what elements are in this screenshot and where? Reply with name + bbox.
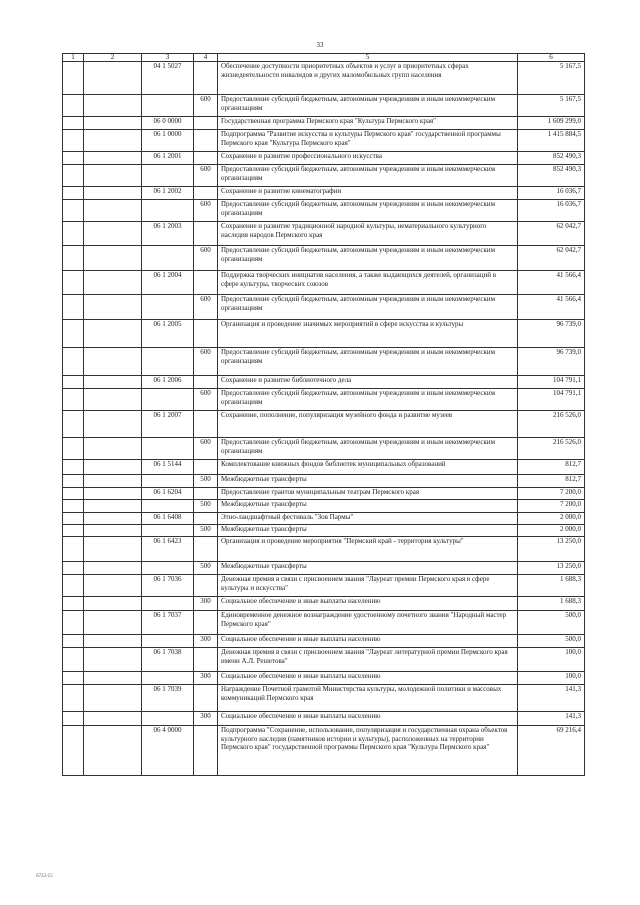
- cell-type: [194, 611, 218, 635]
- cell-type: [194, 575, 218, 597]
- table-row: [63, 575, 585, 597]
- column-header: 3: [142, 54, 194, 62]
- cell-code: 04 1 5027: [142, 62, 194, 95]
- cell-type: [194, 376, 218, 389]
- cell-col-1: [63, 513, 84, 525]
- cell-col-1: [63, 152, 84, 165]
- cell-name: Предоставление субсидий бюджетным, автономным учреждениям и иным некоммерческим организациям: [218, 389, 518, 411]
- cell-col-1: [63, 460, 84, 475]
- cell-name: Межбюджетные трансферты: [218, 525, 518, 537]
- cell-code: [142, 475, 194, 488]
- cell-type: 500: [194, 562, 218, 575]
- cell-code: [142, 672, 194, 685]
- cell-name: Социальное обеспечение и иные выплаты населению: [218, 672, 518, 685]
- cell-name: Предоставление субсидий бюджетным, автономным учреждениям и иным некоммерческим организациям: [218, 165, 518, 187]
- cell-col-2: [84, 513, 142, 525]
- cell-name: Предоставление субсидий бюджетным, автономным учреждениям и иным некоммерческим организациям: [218, 246, 518, 271]
- page-number: 33: [316, 41, 324, 49]
- cell-type: 600: [194, 295, 218, 320]
- cell-code: 06 1 6204: [142, 488, 194, 500]
- cell-col-2: [84, 475, 142, 488]
- table-row: [63, 460, 585, 475]
- cell-name: Сохранение, пополнение, популяризация музейного фонда и развитие музеев: [218, 411, 518, 438]
- cell-col-2: [84, 712, 142, 726]
- cell-col-2: [84, 611, 142, 635]
- cell-name: Подпрограмма "Развитие искусства и культуры Пермского края" государственной программы Пермского края "Культура Пермского края": [218, 130, 518, 152]
- cell-amount: 104 791,1: [518, 376, 585, 389]
- cell-amount: 62 042,7: [518, 222, 585, 246]
- cell-name: Сохранение и развитие профессионального искусства: [218, 152, 518, 165]
- cell-col-1: [63, 62, 84, 95]
- cell-code: [142, 712, 194, 726]
- cell-col-2: [84, 460, 142, 475]
- cell-type: 300: [194, 712, 218, 726]
- cell-amount: 1 415 884,5: [518, 130, 585, 152]
- cell-type: [194, 152, 218, 165]
- cell-col-1: [63, 411, 84, 438]
- cell-col-1: [63, 597, 84, 611]
- cell-name: Подпрограмма "Сохранение, использование, популяризация и государственная охрана объектов культурного наследия (памятников истории и культуры), расположенных на территории Пермского края" государственной программы Пермского края "Культура Пермского края": [218, 726, 518, 776]
- cell-name: Предоставление субсидий бюджетным, автономным учреждениям и иным некоммерческим организациям: [218, 295, 518, 320]
- cell-code: 06 1 2004: [142, 271, 194, 295]
- table-row: [63, 117, 585, 130]
- cell-amount: 96 739,0: [518, 320, 585, 348]
- cell-amount: 13 250,0: [518, 537, 585, 562]
- cell-col-1: [63, 475, 84, 488]
- cell-type: 600: [194, 246, 218, 271]
- cell-col-1: [63, 488, 84, 500]
- cell-amount: 500,0: [518, 635, 585, 648]
- cell-amount: 7 200,0: [518, 488, 585, 500]
- cell-code: [142, 635, 194, 648]
- cell-name: Этно-ландшафтный фестиваль "Зов Пармы": [218, 513, 518, 525]
- cell-name: Предоставление субсидий бюджетным, автономным учреждениям и иным некоммерческим организациям: [218, 95, 518, 117]
- table-header-row: [63, 54, 585, 62]
- cell-col-2: [84, 500, 142, 513]
- cell-col-1: [63, 648, 84, 672]
- cell-col-2: [84, 320, 142, 348]
- cell-type: 500: [194, 500, 218, 513]
- cell-code: 06 0 0000: [142, 117, 194, 130]
- cell-col-2: [84, 685, 142, 712]
- cell-amount: 500,0: [518, 611, 585, 635]
- cell-amount: 852 490,3: [518, 165, 585, 187]
- cell-col-1: [63, 246, 84, 271]
- table-row: [63, 712, 585, 726]
- cell-amount: 852 490,3: [518, 152, 585, 165]
- cell-col-2: [84, 635, 142, 648]
- cell-type: 300: [194, 597, 218, 611]
- cell-name: Межбюджетные трансферты: [218, 475, 518, 488]
- cell-col-2: [84, 438, 142, 460]
- column-header: 6: [518, 54, 585, 62]
- cell-type: [194, 222, 218, 246]
- cell-type: [194, 685, 218, 712]
- cell-type: [194, 537, 218, 562]
- cell-type: [194, 513, 218, 525]
- table-row: [63, 376, 585, 389]
- cell-col-1: [63, 130, 84, 152]
- table-row: [63, 513, 585, 525]
- cell-col-2: [84, 348, 142, 376]
- cell-col-1: [63, 295, 84, 320]
- cell-type: 500: [194, 525, 218, 537]
- budget-table: [62, 53, 585, 776]
- cell-type: [194, 271, 218, 295]
- cell-type: [194, 648, 218, 672]
- cell-type: [194, 460, 218, 475]
- cell-col-2: [84, 562, 142, 575]
- cell-col-2: [84, 575, 142, 597]
- cell-amount: 16 036,7: [518, 200, 585, 222]
- cell-col-1: [63, 389, 84, 411]
- table-row: [63, 187, 585, 200]
- cell-code: 06 1 5144: [142, 460, 194, 475]
- cell-name: Социальное обеспечение и иные выплаты населению: [218, 597, 518, 611]
- cell-code: 06 1 2001: [142, 152, 194, 165]
- cell-code: [142, 389, 194, 411]
- table-body: [63, 62, 585, 776]
- cell-code: [142, 562, 194, 575]
- cell-code: [142, 525, 194, 537]
- table-row: [63, 320, 585, 348]
- column-header: 2: [84, 54, 142, 62]
- table-row: [63, 500, 585, 513]
- table-row: [63, 165, 585, 187]
- cell-col-2: [84, 672, 142, 685]
- cell-amount: 141,3: [518, 712, 585, 726]
- cell-col-1: [63, 320, 84, 348]
- cell-amount: 41 566,4: [518, 295, 585, 320]
- cell-code: [142, 438, 194, 460]
- cell-col-1: [63, 271, 84, 295]
- cell-col-1: [63, 376, 84, 389]
- cell-col-2: [84, 537, 142, 562]
- cell-col-1: [63, 348, 84, 376]
- table-row: [63, 525, 585, 537]
- cell-type: 600: [194, 95, 218, 117]
- cell-name: Социальное обеспечение и иные выплаты населению: [218, 712, 518, 726]
- cell-name: Награждение Почетной грамотой Министерства культуры, молодежной политики и массовых коммуникаций Пермского края: [218, 685, 518, 712]
- footer-code: 6722-15: [36, 874, 53, 879]
- table-row: [63, 685, 585, 712]
- table-row: [63, 222, 585, 246]
- cell-type: [194, 488, 218, 500]
- cell-name: Сохранение и развитие кинематографии: [218, 187, 518, 200]
- cell-amount: 2 000,0: [518, 525, 585, 537]
- cell-amount: 141,3: [518, 685, 585, 712]
- cell-amount: 1 609 299,0: [518, 117, 585, 130]
- cell-col-2: [84, 726, 142, 776]
- column-header: 5: [218, 54, 518, 62]
- cell-col-1: [63, 500, 84, 513]
- cell-type: 600: [194, 438, 218, 460]
- cell-col-2: [84, 130, 142, 152]
- cell-col-1: [63, 438, 84, 460]
- cell-name: Межбюджетные трансферты: [218, 500, 518, 513]
- cell-col-2: [84, 488, 142, 500]
- cell-type: [194, 726, 218, 776]
- cell-type: 500: [194, 475, 218, 488]
- cell-name: Единовременное денежное вознаграждение удостоенному почетного звания "Народный мастер Пермского края": [218, 611, 518, 635]
- cell-col-1: [63, 685, 84, 712]
- table-row: [63, 389, 585, 411]
- cell-code: [142, 597, 194, 611]
- cell-col-1: [63, 726, 84, 776]
- table-row: [63, 672, 585, 685]
- cell-col-1: [63, 222, 84, 246]
- table-row: [63, 475, 585, 488]
- cell-code: 06 1 2006: [142, 376, 194, 389]
- cell-col-2: [84, 222, 142, 246]
- cell-col-1: [63, 635, 84, 648]
- cell-name: Предоставление субсидий бюджетным, автономным учреждениям и иным некоммерческим организациям: [218, 200, 518, 222]
- cell-code: [142, 200, 194, 222]
- cell-type: [194, 117, 218, 130]
- cell-col-2: [84, 117, 142, 130]
- cell-col-1: [63, 672, 84, 685]
- cell-type: 300: [194, 672, 218, 685]
- cell-col-2: [84, 200, 142, 222]
- cell-type: [194, 62, 218, 95]
- cell-code: [142, 348, 194, 376]
- cell-col-2: [84, 62, 142, 95]
- table-row: [63, 488, 585, 500]
- cell-code: 06 1 0000: [142, 130, 194, 152]
- cell-col-1: [63, 165, 84, 187]
- table-row: [63, 348, 585, 376]
- cell-col-2: [84, 648, 142, 672]
- table-row: [63, 411, 585, 438]
- cell-col-2: [84, 152, 142, 165]
- cell-code: 06 1 7039: [142, 685, 194, 712]
- table-row: [63, 152, 585, 165]
- cell-col-1: [63, 525, 84, 537]
- table-row: [63, 537, 585, 562]
- table-row: [63, 562, 585, 575]
- cell-code: [142, 246, 194, 271]
- cell-code: 06 1 7036: [142, 575, 194, 597]
- cell-type: [194, 187, 218, 200]
- cell-code: [142, 95, 194, 117]
- cell-amount: 812,7: [518, 460, 585, 475]
- cell-name: Организация и проведение значимых мероприятий в сфере искусства и культуры: [218, 320, 518, 348]
- cell-col-2: [84, 271, 142, 295]
- cell-col-2: [84, 411, 142, 438]
- cell-col-2: [84, 295, 142, 320]
- cell-name: Сохранение и развитие традиционной народной культуры, нематериального культурного наследия народов Пермского края: [218, 222, 518, 246]
- cell-code: 06 4 0000: [142, 726, 194, 776]
- cell-name: Комплектование книжных фондов библиотек муниципальных образований: [218, 460, 518, 475]
- cell-amount: 100,0: [518, 672, 585, 685]
- cell-type: 600: [194, 348, 218, 376]
- table-row: [63, 130, 585, 152]
- cell-amount: 216 526,0: [518, 411, 585, 438]
- table-row: [63, 648, 585, 672]
- cell-amount: 1 688,3: [518, 575, 585, 597]
- cell-amount: 104 791,1: [518, 389, 585, 411]
- cell-name: Денежная премия в связи с присвоением звания "Лауреат премии Пермского края в сфере культуры и искусства": [218, 575, 518, 597]
- cell-col-1: [63, 611, 84, 635]
- table-row: [63, 246, 585, 271]
- table-row: [63, 295, 585, 320]
- cell-amount: 5 167,5: [518, 95, 585, 117]
- cell-type: [194, 320, 218, 348]
- cell-col-1: [63, 187, 84, 200]
- cell-amount: 62 042,7: [518, 246, 585, 271]
- table-row: [63, 62, 585, 95]
- cell-col-1: [63, 537, 84, 562]
- cell-col-2: [84, 376, 142, 389]
- cell-code: 06 1 2002: [142, 187, 194, 200]
- cell-name: Межбюджетные трансферты: [218, 562, 518, 575]
- cell-amount: 100,0: [518, 648, 585, 672]
- cell-amount: 16 036,7: [518, 187, 585, 200]
- cell-amount: 2 000,0: [518, 513, 585, 525]
- cell-col-2: [84, 597, 142, 611]
- column-header: 1: [63, 54, 84, 62]
- cell-name: Организация и проведение мероприятия "Пермский край - территория культуры": [218, 537, 518, 562]
- table-row: [63, 271, 585, 295]
- cell-name: Предоставление субсидий бюджетным, автономным учреждениям и иным некоммерческим организациям: [218, 438, 518, 460]
- cell-type: 600: [194, 389, 218, 411]
- cell-amount: 216 526,0: [518, 438, 585, 460]
- cell-amount: 1 688,3: [518, 597, 585, 611]
- cell-name: Поддержка творческих инициатив населения, а также выдающихся деятелей, организаций в сфере культуры, творческих союзов: [218, 271, 518, 295]
- cell-col-1: [63, 575, 84, 597]
- cell-col-1: [63, 712, 84, 726]
- table-row: [63, 438, 585, 460]
- cell-col-2: [84, 246, 142, 271]
- cell-name: Государственная программа Пермского края "Культура Пермского края": [218, 117, 518, 130]
- cell-type: 300: [194, 635, 218, 648]
- table-row: [63, 95, 585, 117]
- cell-code: 06 1 7038: [142, 648, 194, 672]
- cell-col-1: [63, 95, 84, 117]
- cell-col-2: [84, 525, 142, 537]
- cell-col-1: [63, 562, 84, 575]
- cell-code: 06 1 2005: [142, 320, 194, 348]
- table-row: [63, 597, 585, 611]
- table-row: [63, 200, 585, 222]
- table-row: [63, 611, 585, 635]
- cell-code: [142, 500, 194, 513]
- cell-code: 06 1 6423: [142, 537, 194, 562]
- cell-name: Сохранение и развитие библиотечного дела: [218, 376, 518, 389]
- cell-col-2: [84, 389, 142, 411]
- cell-name: Предоставление грантов муниципальным театрам Пермского края: [218, 488, 518, 500]
- cell-type: 600: [194, 200, 218, 222]
- cell-type: [194, 411, 218, 438]
- cell-col-2: [84, 187, 142, 200]
- cell-col-1: [63, 117, 84, 130]
- cell-col-1: [63, 200, 84, 222]
- column-header: 4: [194, 54, 218, 62]
- table-row: [63, 726, 585, 776]
- cell-code: 06 1 6408: [142, 513, 194, 525]
- cell-col-2: [84, 95, 142, 117]
- cell-name: Социальное обеспечение и иные выплаты населению: [218, 635, 518, 648]
- cell-code: [142, 295, 194, 320]
- cell-name: Обеспечение доступности приоритетных объектов и услуг в приоритетных сферах жизнедеятельности инвалидов и других маломобильных групп населения: [218, 62, 518, 95]
- cell-code: [142, 165, 194, 187]
- cell-code: 06 1 2007: [142, 411, 194, 438]
- cell-amount: 7 200,0: [518, 500, 585, 513]
- cell-code: 06 1 2003: [142, 222, 194, 246]
- cell-amount: 812,7: [518, 475, 585, 488]
- table-row: [63, 635, 585, 648]
- cell-amount: 69 216,4: [518, 726, 585, 776]
- cell-amount: 13 250,0: [518, 562, 585, 575]
- cell-name: Денежная премия в связи с присвоением звания "Лауреат литературной премии Пермского края имени А.Л. Решетова": [218, 648, 518, 672]
- cell-amount: 41 566,4: [518, 271, 585, 295]
- cell-type: [194, 130, 218, 152]
- cell-code: 06 1 7037: [142, 611, 194, 635]
- cell-type: 600: [194, 165, 218, 187]
- cell-amount: 5 167,5: [518, 62, 585, 95]
- cell-name: Предоставление субсидий бюджетным, автономным учреждениям и иным некоммерческим организациям: [218, 348, 518, 376]
- cell-col-2: [84, 165, 142, 187]
- cell-amount: 96 739,0: [518, 348, 585, 376]
